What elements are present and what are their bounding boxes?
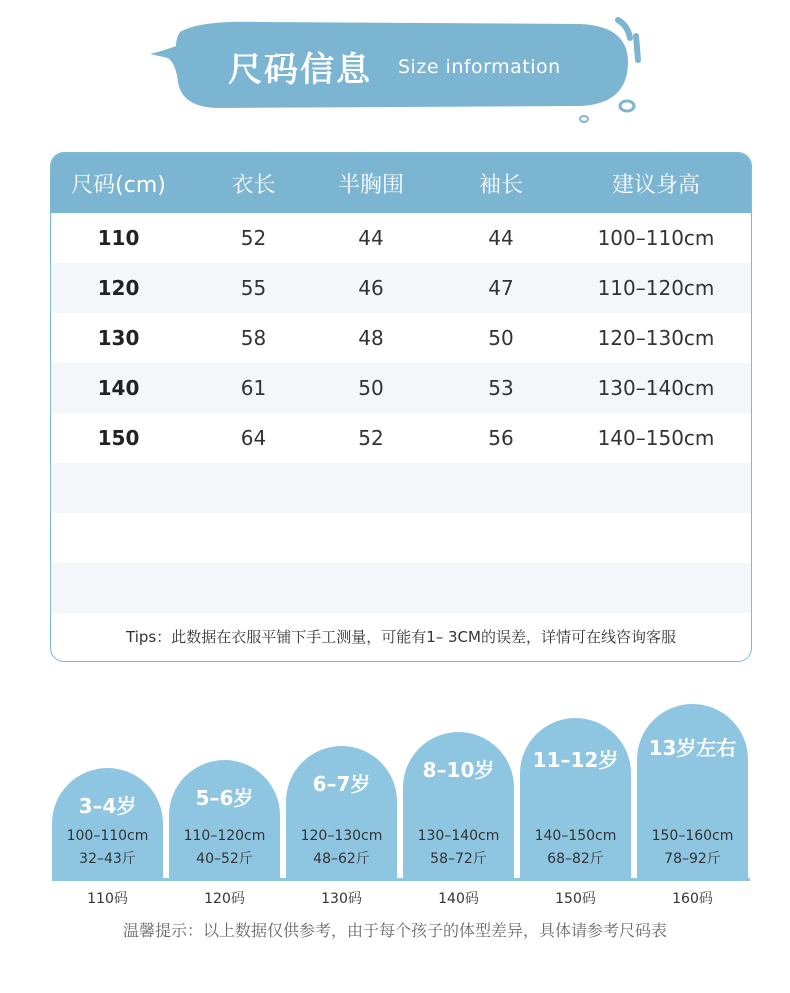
height-range: 100–110cm [66, 828, 149, 844]
cell-sleeve: 44 [488, 226, 514, 250]
cell-sleeve: 56 [488, 426, 514, 450]
age-card [520, 718, 631, 880]
age-label: 5–6岁 [195, 786, 254, 810]
weight-range: 68–82斤 [547, 851, 604, 867]
table-row [51, 263, 751, 313]
size-label: 110码 [87, 891, 128, 907]
age-label: 8–10岁 [422, 758, 495, 782]
size-label: 160码 [672, 891, 713, 907]
page-title: 尺码信息 [228, 50, 372, 90]
size-table [50, 152, 752, 662]
page-subtitle: Size information [398, 56, 561, 78]
size-label: 120码 [204, 891, 245, 907]
table-row [51, 413, 751, 463]
weight-range: 32–43斤 [79, 851, 136, 867]
cell-height: 110–120cm [597, 276, 715, 300]
age-card [403, 732, 514, 880]
table-row-empty [51, 463, 751, 513]
cell-length: 64 [240, 426, 267, 450]
cell-chest: 44 [358, 226, 384, 250]
cell-sleeve: 53 [488, 376, 514, 400]
column-header-length: 衣长 [231, 172, 276, 198]
cell-length: 58 [240, 326, 267, 350]
cell-sleeve: 47 [488, 276, 514, 300]
cell-size: 140 [97, 376, 140, 400]
cell-size: 120 [97, 276, 140, 300]
cell-height: 130–140cm [597, 376, 715, 400]
cell-height: 120–130cm [597, 326, 715, 350]
age-card [169, 760, 280, 880]
cell-chest: 52 [358, 426, 384, 450]
cell-length: 55 [240, 276, 267, 300]
header-bubble [140, 12, 660, 127]
footnote: 温馨提示：以上数据仅供参考，由于每个孩子的体型差异，具体请参考尺码表 [122, 921, 667, 940]
table-header [51, 153, 751, 213]
age-card [637, 704, 748, 880]
cell-length: 52 [240, 226, 267, 250]
cell-size: 150 [97, 426, 140, 450]
age-label: 11–12岁 [532, 748, 619, 772]
height-range: 140–150cm [534, 828, 617, 844]
cell-length: 61 [240, 376, 267, 400]
cell-size: 130 [97, 326, 140, 350]
table-row [51, 313, 751, 363]
column-header-chest: 半胸围 [337, 172, 404, 198]
cell-height: 100–110cm [597, 226, 715, 250]
cell-chest: 48 [358, 326, 384, 350]
cell-chest: 46 [358, 276, 384, 300]
table-row [51, 213, 751, 263]
divider [52, 878, 750, 881]
cell-sleeve: 50 [488, 326, 514, 350]
table-row-empty [51, 513, 751, 563]
column-header-height: 建议身高 [611, 172, 700, 198]
height-range: 120–130cm [300, 828, 383, 844]
height-range: 110–120cm [183, 828, 266, 844]
size-label: 150码 [555, 891, 596, 907]
weight-range: 40–52斤 [196, 851, 253, 867]
cell-height: 140–150cm [597, 426, 715, 450]
weight-range: 48–62斤 [313, 851, 370, 867]
age-label: 13岁左右 [648, 736, 737, 760]
cell-size: 110 [97, 226, 140, 250]
weight-range: 78–92斤 [664, 851, 721, 867]
height-range: 150–160cm [651, 828, 734, 844]
column-header-sleeve: 袖长 [478, 172, 523, 198]
weight-range: 58–72斤 [430, 851, 487, 867]
age-label: 3–4岁 [78, 794, 137, 818]
age-label: 6–7岁 [312, 772, 371, 796]
height-range: 130–140cm [417, 828, 500, 844]
size-label: 130码 [321, 891, 362, 907]
table-row-empty [51, 563, 751, 613]
age-card [52, 768, 163, 880]
size-label: 140码 [438, 891, 479, 907]
age-chart [52, 700, 752, 880]
column-header-size: 尺码(cm) [71, 172, 166, 198]
tips-text: Tips：此数据在衣服平铺下手工测量，可能有1– 3CM的误差，详情可在线咨询客服 [126, 627, 676, 646]
cell-chest: 50 [358, 376, 384, 400]
age-card [286, 746, 397, 880]
table-row [51, 363, 751, 413]
